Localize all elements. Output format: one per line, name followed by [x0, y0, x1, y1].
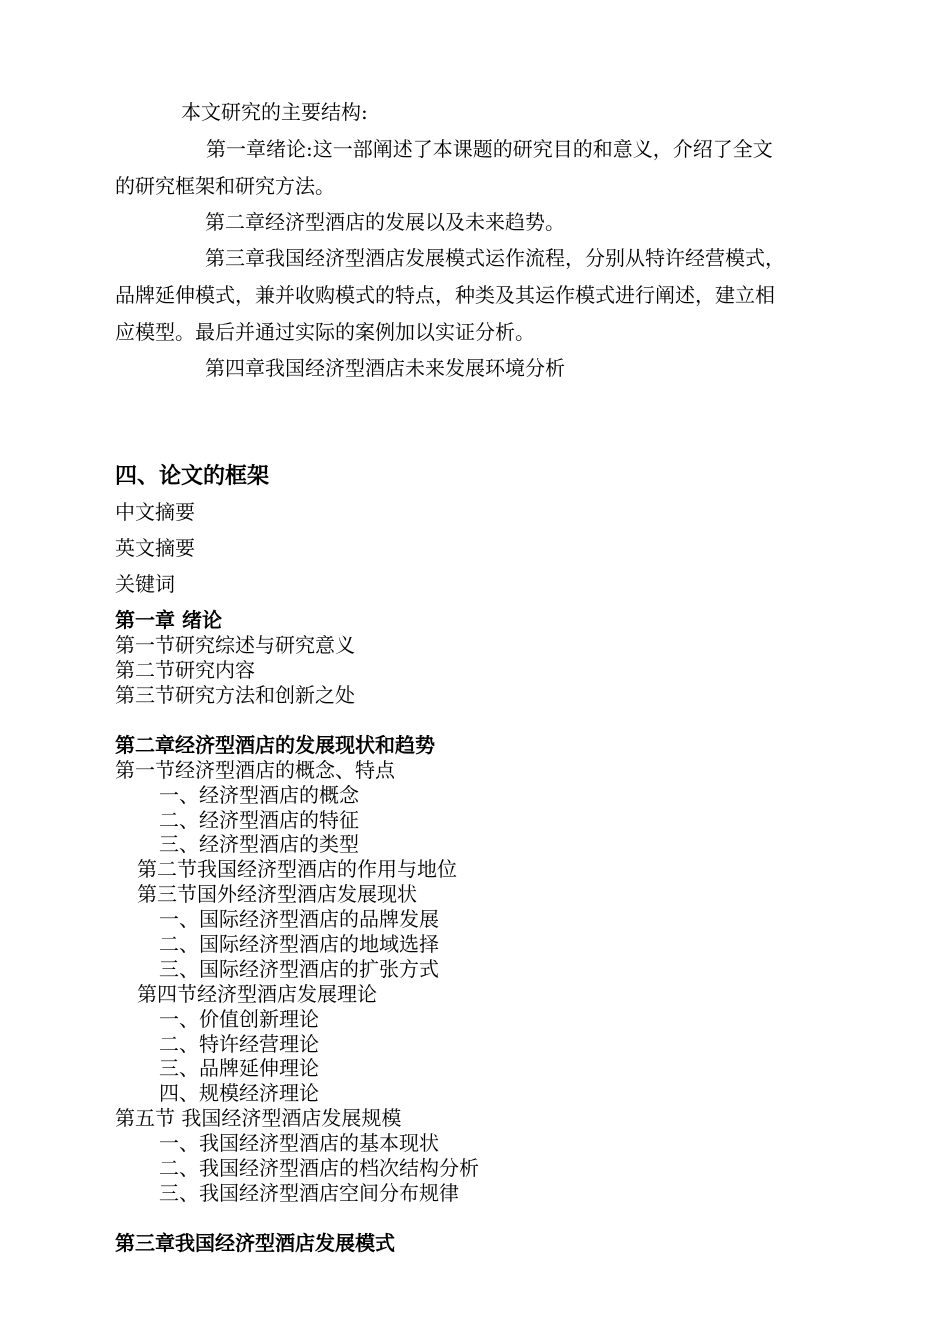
chapter2-section4-item3: 三、品牌延伸理论 [159, 1056, 319, 1080]
chapter2-section4-item1: 一、价值创新理论 [159, 1007, 319, 1031]
chapter2-section5-item1: 一、我国经济型酒店的基本现状 [159, 1131, 439, 1155]
abstract-en: 英文摘要 [115, 536, 195, 560]
chapter2-summary: 第二章经济型酒店的发展以及未来趋势。 [205, 210, 565, 234]
chapter2-section3: 第三节国外经济型酒店发展现状 [137, 882, 417, 906]
chapter3-summary-line3: 应模型。最后并通过实际的案例加以实证分析。 [115, 320, 535, 344]
keywords: 关键词 [115, 572, 175, 596]
chapter2-section5: 第五节 我国经济型酒店发展规模 [115, 1106, 402, 1130]
chapter4-summary: 第四章我国经济型酒店未来发展环境分析 [205, 356, 565, 380]
chapter1-section2: 第二节研究内容 [115, 658, 255, 682]
chapter2-section3-item2: 二、国际经济型酒店的地域选择 [159, 932, 439, 956]
structure-label: 本文研究的主要结构: [181, 100, 368, 124]
chapter2-section5-item3: 三、我国经济型酒店空间分布规律 [159, 1181, 459, 1205]
chapter2-section4: 第四节经济型酒店发展理论 [137, 982, 377, 1006]
chapter1-summary-line2: 的研究框架和研究方法。 [115, 174, 335, 198]
abstract-cn: 中文摘要 [115, 500, 195, 524]
chapter2-section3-item3: 三、国际经济型酒店的扩张方式 [159, 957, 439, 981]
chapter1-section3: 第三节研究方法和创新之处 [115, 683, 355, 707]
framework-heading: 四、论文的框架 [115, 463, 270, 489]
chapter1-section1: 第一节研究综述与研究意义 [115, 633, 355, 657]
chapter2-section2: 第二节我国经济型酒店的作用与地位 [137, 857, 457, 881]
chapter3-summary-line2: 品牌延伸模式，兼并收购模式的特点，种类及其运作模式进行阐述，建立相 [115, 283, 775, 307]
chapter2-section1: 第一节经济型酒店的概念、特点 [115, 758, 395, 782]
chapter2-section4-item4: 四、规模经济理论 [159, 1081, 319, 1105]
chapter2-section1-item2: 二、经济型酒店的特征 [159, 808, 359, 832]
chapter2-section3-item1: 一、国际经济型酒店的品牌发展 [159, 907, 439, 931]
chapter2-title: 第二章经济型酒店的发展现状和趋势 [115, 733, 435, 757]
chapter2-section5-item2: 二、我国经济型酒店的档次结构分析 [159, 1156, 479, 1180]
chapter1-summary-line1: 第一章绪论:这一部阐述了本课题的研究目的和意义，介绍了全文 [206, 137, 773, 161]
chapter1-title: 第一章 绪论 [115, 608, 222, 632]
chapter2-section1-item3: 三、经济型酒店的类型 [159, 832, 359, 856]
chapter2-section1-item1: 一、经济型酒店的概念 [159, 783, 359, 807]
chapter2-section4-item2: 二、特许经营理论 [159, 1032, 319, 1056]
chapter3-summary-line1: 第三章我国经济型酒店发展模式运作流程，分别从特许经营模式， [205, 246, 785, 270]
chapter3-title: 第三章我国经济型酒店发展模式 [115, 1231, 395, 1255]
